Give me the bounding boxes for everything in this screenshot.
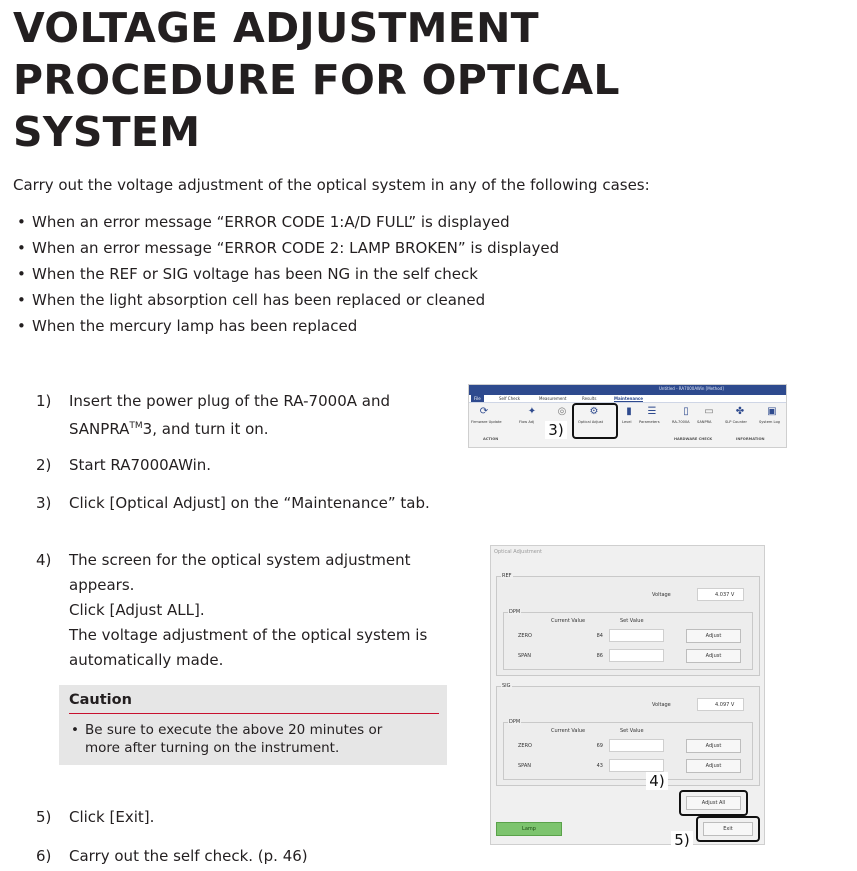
group-label: DPM (509, 609, 521, 615)
set-value-input[interactable] (609, 649, 664, 662)
row-label: SPAN (518, 653, 532, 659)
adjust-all-button[interactable]: Adjust All (686, 796, 741, 810)
caution-box (59, 685, 447, 765)
analyzer-icon[interactable]: ▯ (683, 406, 689, 417)
step-number: 4) (36, 551, 52, 569)
voltage-label: Voltage (652, 702, 671, 708)
step-number: 5) (36, 808, 52, 826)
voltage-label: Voltage (652, 592, 671, 598)
bullet-icon: • (17, 265, 26, 283)
set-value-input[interactable] (609, 759, 664, 772)
sanpra-button[interactable]: SANPRA (697, 420, 712, 424)
step-4 (36, 548, 427, 673)
group-label: REF (502, 573, 512, 579)
current-value: 43 (596, 763, 603, 769)
row-label: SPAN (518, 763, 532, 769)
list-item: • When the REF or SIG voltage has been NG in the self check (17, 264, 559, 290)
parameters-button[interactable]: Parameters (639, 420, 660, 424)
page-title-line: PROCEDURE FOR OPTICAL (13, 56, 620, 104)
callout-label: 5) (671, 831, 693, 849)
step-1 (36, 389, 390, 442)
callout-label: 3) (545, 421, 567, 439)
list-item: • When the mercury lamp has been replaced (17, 316, 559, 342)
adjust-button[interactable]: Adjust (686, 649, 741, 663)
step-number: 2) (36, 456, 52, 474)
case-list (17, 212, 559, 342)
group-label: DPM (509, 719, 521, 725)
page-title-line: VOLTAGE ADJUSTMENT (13, 4, 539, 52)
highlight-frame (679, 790, 748, 816)
step-2 (36, 453, 211, 478)
step-text: The voltage adjustment of the optical system is (69, 626, 428, 644)
optical-adjust-icon[interactable]: ⚙ (589, 406, 599, 417)
tab-results[interactable]: Results (582, 396, 597, 401)
slp-counter-button[interactable]: SLP Counter (725, 420, 747, 424)
step-text: automatically made. (69, 651, 224, 669)
step-text: SANPRA™3, and turn it on. (69, 420, 269, 438)
step-number: 6) (36, 847, 52, 865)
bullet-icon: • (71, 722, 79, 738)
current-value: 86 (596, 653, 603, 659)
adjust-button[interactable]: Adjust (686, 739, 741, 753)
list-item: • When the light absorption cell has been replaced or cleaned (17, 290, 559, 316)
exit-button[interactable]: Exit (703, 822, 753, 836)
dialog-title: Optical Adjustment (494, 549, 542, 555)
gauge-icon[interactable]: ◎ (557, 406, 567, 417)
optical-adjust-button[interactable]: Optical Adjust (578, 420, 604, 424)
current-value: 69 (596, 743, 603, 749)
level-button[interactable]: Level (622, 420, 632, 424)
step-number: 3) (36, 494, 52, 512)
list-item: • When an error message “ERROR CODE 2: LAMP BROKEN” is displayed (17, 238, 559, 264)
group-label: ACTION (483, 437, 499, 441)
adjust-button[interactable]: Adjust (686, 629, 741, 643)
step-3 (36, 491, 430, 516)
column-header: Set Value (620, 728, 644, 734)
row-label: ZERO (518, 743, 532, 749)
group-label: HARDWARE CHECK (674, 437, 713, 441)
set-value-input[interactable] (609, 629, 664, 642)
adjust-button[interactable]: Adjust (686, 759, 741, 773)
step-5 (36, 805, 154, 830)
parameters-icon[interactable]: ☰ (647, 406, 657, 417)
group-label: INFORMATION (736, 437, 765, 441)
voltage-value: 4.097 V (715, 702, 735, 708)
highlight-frame (696, 816, 760, 842)
step-text: The screen for the optical system adjustment (69, 551, 411, 569)
system-log-icon[interactable]: ▣ (767, 406, 777, 417)
bullet-icon: • (17, 291, 26, 309)
level-icon[interactable]: ▮ (626, 406, 632, 417)
row-label: ZERO (518, 633, 532, 639)
step-text: Carry out the self check. (p. 46) (69, 847, 308, 865)
system-log-button[interactable]: System Log (759, 420, 780, 424)
list-item: • When an error message “ERROR CODE 1:A/D FULL” is displayed (17, 212, 559, 238)
page-title (13, 2, 653, 158)
step-text: Insert the power plug of the RA-7000A and (69, 392, 390, 410)
column-header: Current Value (551, 728, 586, 734)
callout-label: 4) (646, 772, 668, 790)
step-text: Click [Adjust ALL]. (69, 601, 205, 619)
step-text: Click [Exit]. (69, 808, 155, 826)
column-header: Set Value (620, 618, 644, 624)
tab-maintenance[interactable]: Maintenance (614, 396, 644, 401)
lamp-indicator: Lamp (496, 822, 562, 836)
flow-adjust-button[interactable]: Flow Adj (519, 420, 535, 424)
caution-heading: Caution (69, 692, 132, 708)
tab-measurement[interactable]: Measurement (539, 396, 567, 401)
page-title-line: SYSTEM (13, 108, 201, 156)
bullet-icon: • (17, 213, 26, 231)
intro-text: Carry out the voltage adjustment of the optical system in any of the following cases: (13, 176, 650, 194)
step-text: appears. (69, 576, 135, 594)
bullet-icon: • (17, 239, 26, 257)
column-header: Current Value (551, 618, 586, 624)
tab-file[interactable]: File (471, 395, 484, 402)
step-number: 1) (36, 392, 52, 410)
group-label: SIG (502, 683, 511, 689)
caution-divider (69, 713, 439, 714)
bullet-icon: • (17, 317, 26, 335)
refresh-icon[interactable]: ⟳ (479, 406, 489, 417)
current-value: 84 (596, 633, 603, 639)
optical-adjustment-dialog (490, 545, 765, 849)
step-text: Start RA7000AWin. (69, 456, 212, 474)
flow-icon[interactable]: ✦ (527, 406, 537, 417)
step-text: Click [Optical Adjust] on the “Maintenance” tab. (69, 494, 430, 512)
tab-self-check[interactable]: Self Check (499, 396, 521, 401)
voltage-value: 4.037 V (715, 592, 735, 598)
window-titlebar: Untitled - RA7000AWin [Method] (469, 385, 786, 395)
firmware-update-button[interactable]: Firmware Update (471, 420, 502, 424)
counter-icon[interactable]: ✤ (735, 406, 745, 417)
ribbon-tabs (469, 395, 786, 403)
caution-text: • Be sure to execute the above 20 minutes or more after turning on the instrument. (71, 722, 383, 756)
sanpra-icon[interactable]: ▭ (704, 406, 714, 417)
step-6 (36, 844, 308, 869)
ribbon-screenshot (468, 384, 787, 448)
ra7000a-button[interactable]: RA-7000A (672, 420, 690, 424)
highlight-frame (572, 403, 618, 439)
set-value-input[interactable] (609, 739, 664, 752)
